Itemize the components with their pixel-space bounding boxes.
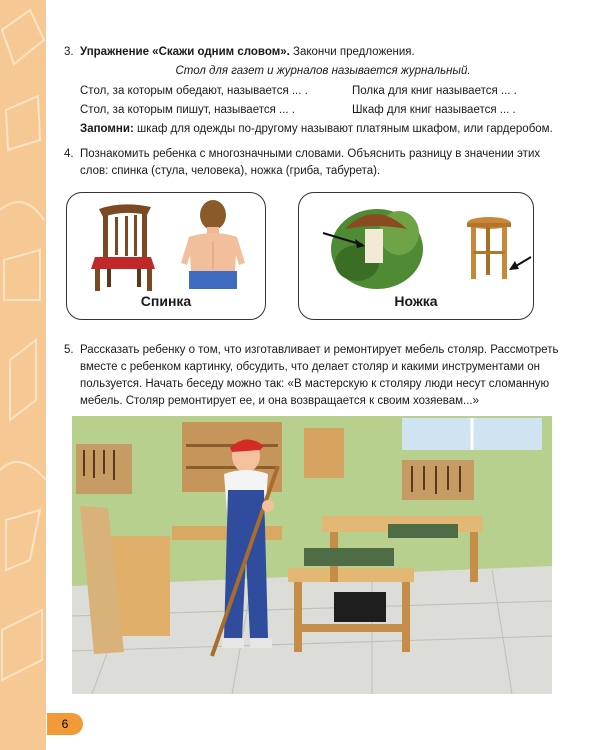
chair-icon [91,204,155,291]
card-label: Спинка [140,293,192,309]
exercise-5 [66,342,566,410]
exercise-3 [66,44,566,138]
sentence-left: Стол, за которым обедают, называется ... . [80,85,308,97]
remember-note [80,121,566,138]
exercise-4 [66,146,566,180]
sentence-left: Стол, за которым пишут, называется ... . [80,104,295,116]
decorative-margin [0,0,46,750]
sentence-right: Шкаф для книг называется ... . [352,104,516,116]
card-spinka [66,192,266,320]
exercise-number: 4. [64,148,74,160]
example-sentence: Стол для газет и журналов называется журнальный. [175,65,471,77]
card-label: Ножка [394,293,438,309]
carpenter-workshop-illustration [72,416,552,694]
exercise-number: 3. [64,46,74,58]
sentence-row [80,83,566,100]
exercise-title: Упражнение «Скажи одним словом». [80,46,290,58]
sentence-row [80,102,566,119]
exercise-instruction: Закончи предложения. [289,46,415,58]
card-nozhka [298,192,534,320]
child-back-icon [181,200,245,289]
mushroom-and-stool-illustration [299,193,535,293]
remember-text: шкаф для одежды по-другому называют платяным шкафом, или гардеробом. [133,123,553,135]
stool-icon [467,217,531,279]
exercise-number: 5. [64,344,74,356]
exercise-text: Рассказать ребенку о том, что изготавливает и ремонтирует мебель столяр. Рассмотреть вместе с ребенком картинку, обсудить, что делает столяр и какими инструментами он пользуется. Начать беседу можно так: «В мастерскую к столяру люди несут сломанную мебель. Столяр ремонтирует ее, и она возвращается к своим хозяевам...» [80,344,559,407]
sentence-right: Полка для книг называется ... . [352,85,517,97]
mushroom-icon [323,209,423,289]
exercise-text: Познакомить ребенка с многозначными словами. Объяснить разницу в значении этих слов: спинка (стула, человека), ножка (гриба, табурета). [80,148,541,177]
page-number: 6 [47,713,83,735]
remember-label: Запомни: [80,123,134,135]
chair-and-back-illustration [67,193,267,293]
